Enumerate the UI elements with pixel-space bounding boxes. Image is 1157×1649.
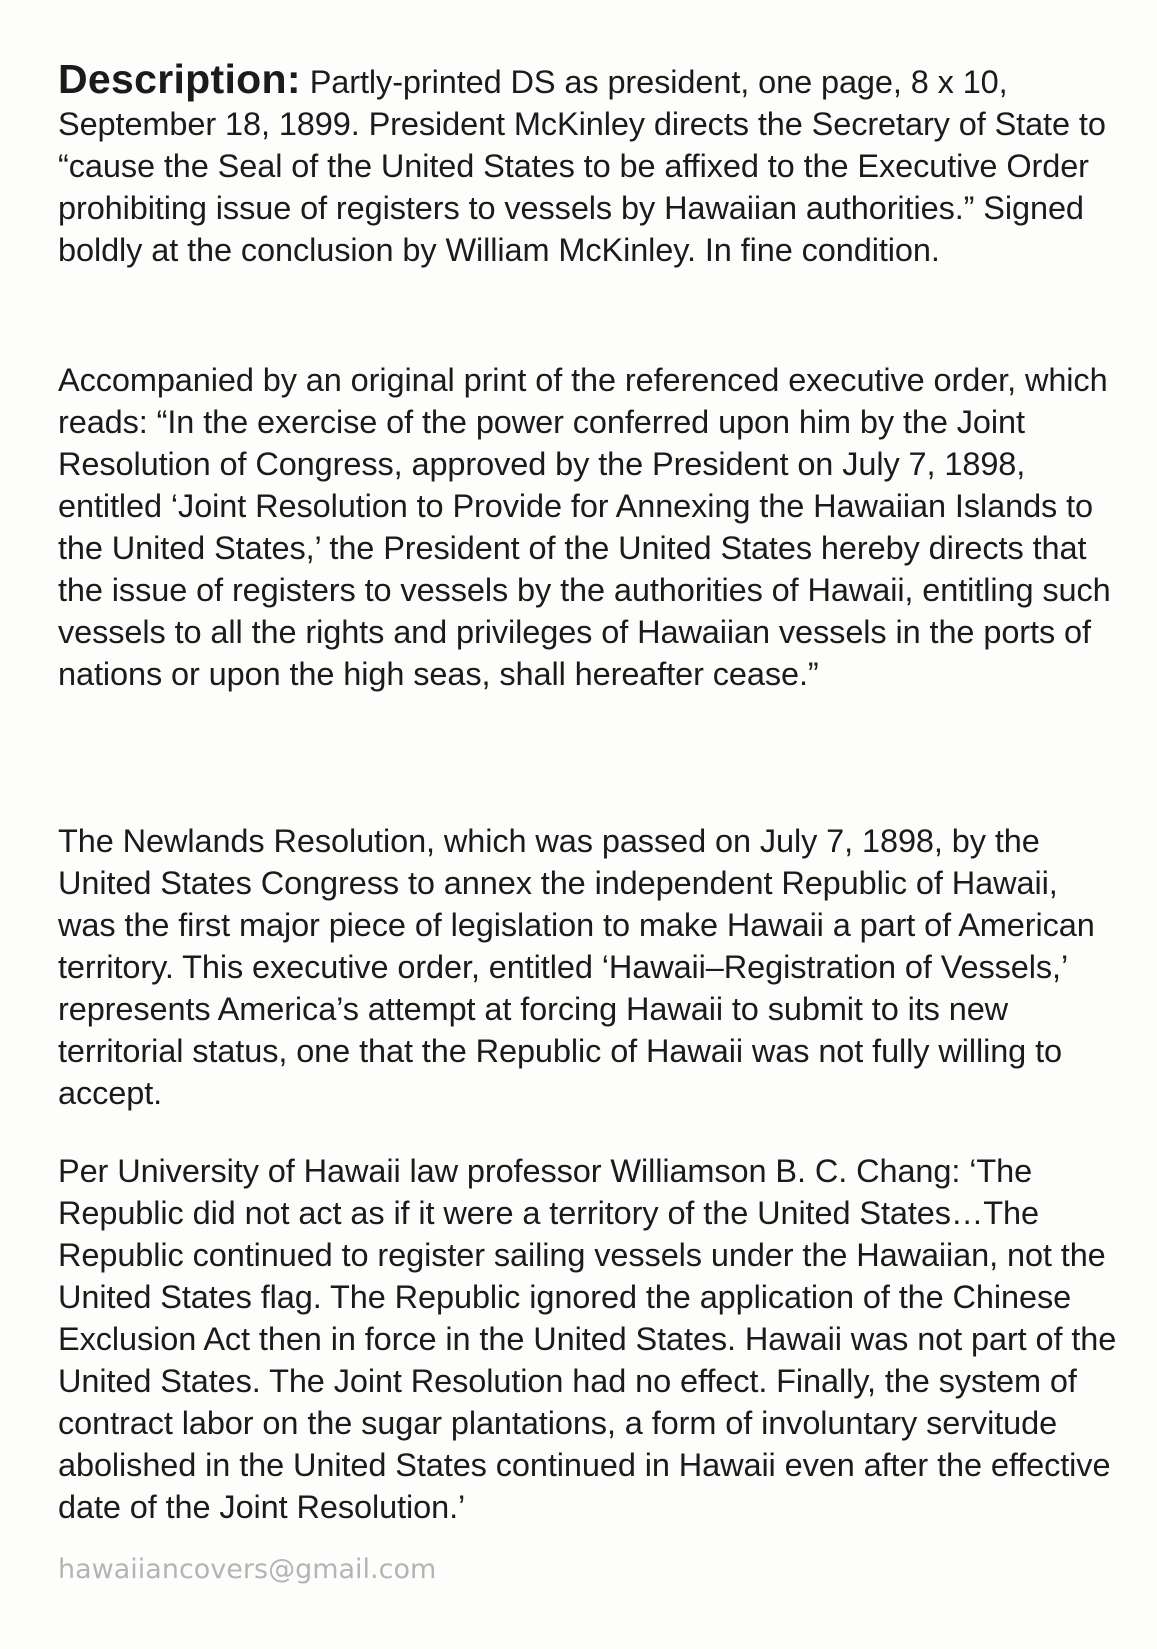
email-watermark: hawaiiancovers@gmail.com [58,1554,437,1585]
description-paragraph [58,58,1118,271]
description-text: Partly-printed DS as president, one page, 8 x 10, September 18, 1899. President McKinley directs the Secretary of State to “cause the Seal of the United States to be affixed to the Executive Order prohibiting issue of registers to vessels by Hawaiian authorities.” Signed boldly at the conclusion by William McKinley. In fine condition. [58,64,1106,268]
executive-order-paragraph: Accompanied by an original print of the referenced executive order, which reads: “In the exercise of the power conferred upon him by the Joint Resolution of Congress, approved by the President on July 7, 1898, entitled ‘Joint Resolution to Provide for Annexing the Hawaiian Islands to the United States,’ the President of the United States hereby directs that the issue of registers to vessels by the authorities of Hawaii, entitling such vessels to all the rights and privileges of Hawaiian vessels in the ports of nations or upon the high seas, shall hereafter cease.” [58,362,1111,692]
chang-quote-paragraph: Per University of Hawaii law professor Williamson B. C. Chang: ‘The Republic did not act as if it were a territory of the United States…The Republic continued to register sailing vessels under the Hawaiian, not the United States flag. The Republic ignored the application of the Chinese Exclusion Act then in force in the United States. Hawaii was not part of the United States. The Joint Resolution had no effect. Finally, the system of contract labor on the sugar plantations, a form of involuntary servitude abolished in the United States continued in Hawaii even after the effective date of the Joint Resolution.’ [58,1153,1117,1525]
description-heading: Description: [58,56,301,102]
newlands-resolution-paragraph: The Newlands Resolution, which was passed on July 7, 1898, by the United States Congress to annex the independent Republic of Hawaii, was the first major piece of legislation to make Hawaii a part of American territory. This executive order, entitled ‘Hawaii–Registration of Vessels,’ represents America’s attempt at forcing Hawaii to submit to its new territorial status, one that the Republic of Hawaii was not fully willing to accept. [58,823,1095,1111]
